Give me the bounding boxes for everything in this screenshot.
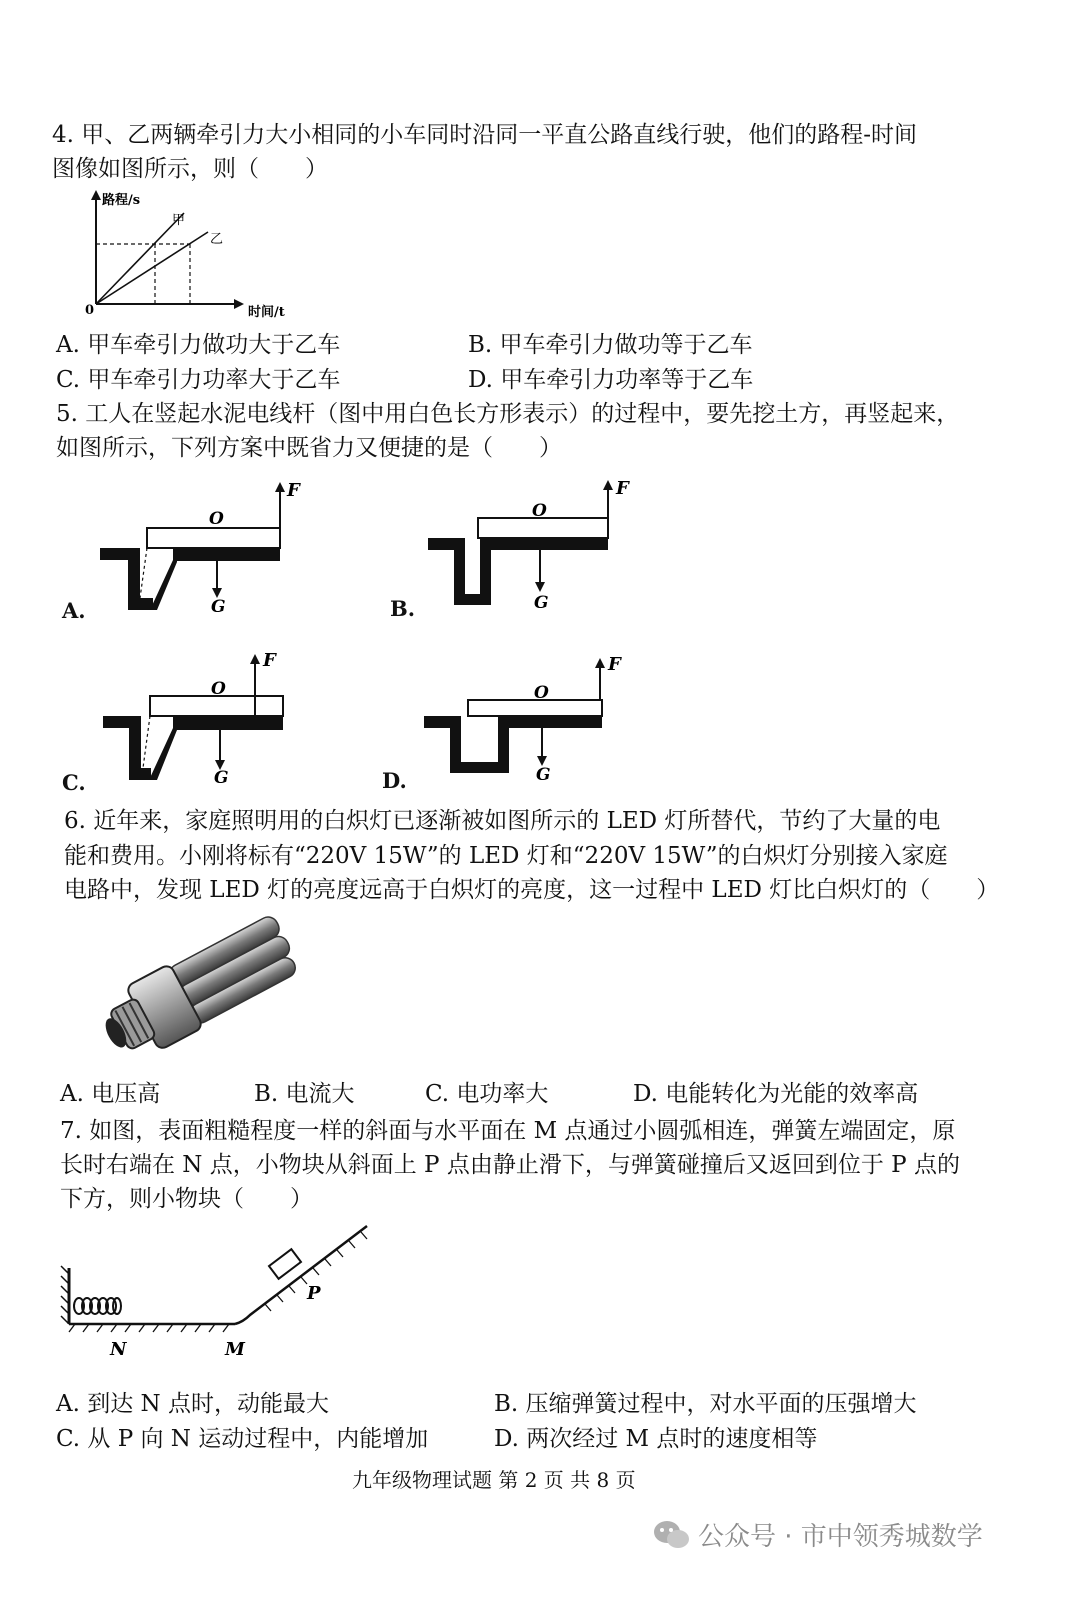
q4-option-a[interactable]: A. 甲车牵引力做功大于乙车	[56, 332, 341, 358]
point-n: N	[110, 1339, 127, 1360]
line-yi	[96, 232, 208, 304]
q5-figure-d	[420, 650, 650, 790]
wechat-icon	[652, 1518, 692, 1552]
watermark	[652, 1516, 983, 1553]
pivot-o: O	[211, 679, 226, 699]
q6-option-d[interactable]: D. 电能转化为光能的效率高	[633, 1081, 919, 1107]
q5-stem-line1: 5. 工人在竖起水泥电线杆（图中用白色长方形表示）的过程中，要先挖土方，再竖起来，	[56, 401, 960, 427]
pivot-o: O	[532, 501, 547, 521]
q4-distance-time-graph	[80, 186, 310, 326]
point-p: P	[307, 1283, 321, 1304]
gravity-g: G	[534, 593, 549, 613]
q4-stem-line2: 图像如图所示，则（ ）	[52, 156, 328, 182]
watermark-text: 公众号 · 市中领秀城数学	[698, 1522, 983, 1552]
q5-option-a-label[interactable]: A.	[62, 598, 86, 623]
yi-label: 乙	[210, 232, 224, 247]
gravity-g: G	[214, 768, 229, 788]
q4-option-c[interactable]: C. 甲车牵引力功率大于乙车	[56, 367, 341, 393]
q6-stem-line2: 能和费用。小刚将标有“220V 15W”的 LED 灯和“220V 15W”的白炽灯分别接入家庭	[64, 843, 948, 869]
q6-option-c[interactable]: C. 电功率大	[425, 1081, 549, 1107]
gravity-g: G	[536, 765, 551, 785]
force-f: F	[616, 478, 629, 499]
q6-stem-line3: 电路中，发现 LED 灯的亮度远高于白炽灯的亮度，这一过程中 LED 灯比白炽灯的（ ）	[64, 877, 1000, 903]
spring	[74, 1298, 121, 1314]
q5-stem-line2: 如图所示，下列方案中既省力又便捷的是（ ）	[56, 435, 562, 461]
q7-stem-line3: 下方，则小物块（ ）	[60, 1186, 313, 1212]
q5-figure-a	[95, 478, 325, 618]
q7-incline-spring-figure	[55, 1220, 385, 1370]
y-axis-arrow	[91, 190, 101, 200]
q6-option-a[interactable]: A. 电压高	[60, 1081, 161, 1107]
q7-stem-line1: 7. 如图，表面粗糙程度一样的斜面与水平面在 M 点通过小圆弧相连，弹簧左端固定，原	[60, 1118, 956, 1144]
y-axis-label: 路程/s	[102, 193, 141, 208]
led-lamp-image	[90, 915, 310, 1065]
pivot-o: O	[209, 509, 224, 529]
q5-option-c-label[interactable]: C.	[62, 770, 86, 795]
q5-figure-b	[420, 476, 650, 616]
q4-option-d[interactable]: D. 甲车牵引力功率等于乙车	[468, 367, 754, 393]
force-f: F	[608, 654, 621, 675]
q7-option-d[interactable]: D. 两次经过 M 点时的速度相等	[494, 1426, 818, 1452]
page-footer: 九年级物理试题 第 2 页 共 8 页	[352, 1468, 636, 1492]
q4-option-b[interactable]: B. 甲车牵引力做功等于乙车	[468, 332, 753, 358]
q4-stem-line1: 4. 甲、乙两辆牵引力大小相同的小车同时沿同一平直公路直线行驶，他们的路程-时间	[52, 122, 918, 148]
origin-label: 0	[85, 303, 95, 318]
x-axis-label: 时间/t	[248, 305, 285, 320]
jia-label: 甲	[172, 213, 186, 228]
line-jia	[96, 213, 184, 304]
block	[269, 1249, 301, 1279]
q5-option-b-label[interactable]: B.	[390, 596, 416, 621]
q6-stem-line1: 6. 近年来，家庭照明用的白炽灯已逐渐被如图所示的 LED 灯所替代，节约了大量的电	[64, 808, 941, 834]
pivot-o: O	[534, 683, 549, 703]
q7-option-a[interactable]: A. 到达 N 点时，动能最大	[56, 1391, 329, 1417]
q7-option-b[interactable]: B. 压缩弹簧过程中，对水平面的压强增大	[494, 1391, 917, 1417]
force-f: F	[263, 650, 276, 671]
gravity-g: G	[211, 597, 226, 617]
q7-option-c[interactable]: C. 从 P 向 N 运动过程中，内能增加	[56, 1426, 429, 1452]
q5-figure-c	[95, 648, 325, 788]
q6-option-b[interactable]: B. 电流大	[254, 1081, 355, 1107]
q7-stem-line2: 长时右端在 N 点，小物块从斜面上 P 点由静止滑下，与弹簧碰撞后又返回到位于 P 点的	[60, 1152, 960, 1178]
point-m: M	[225, 1339, 245, 1360]
x-axis-arrow	[234, 299, 244, 309]
force-f: F	[287, 480, 300, 501]
q5-option-d-label[interactable]: D.	[382, 768, 407, 793]
